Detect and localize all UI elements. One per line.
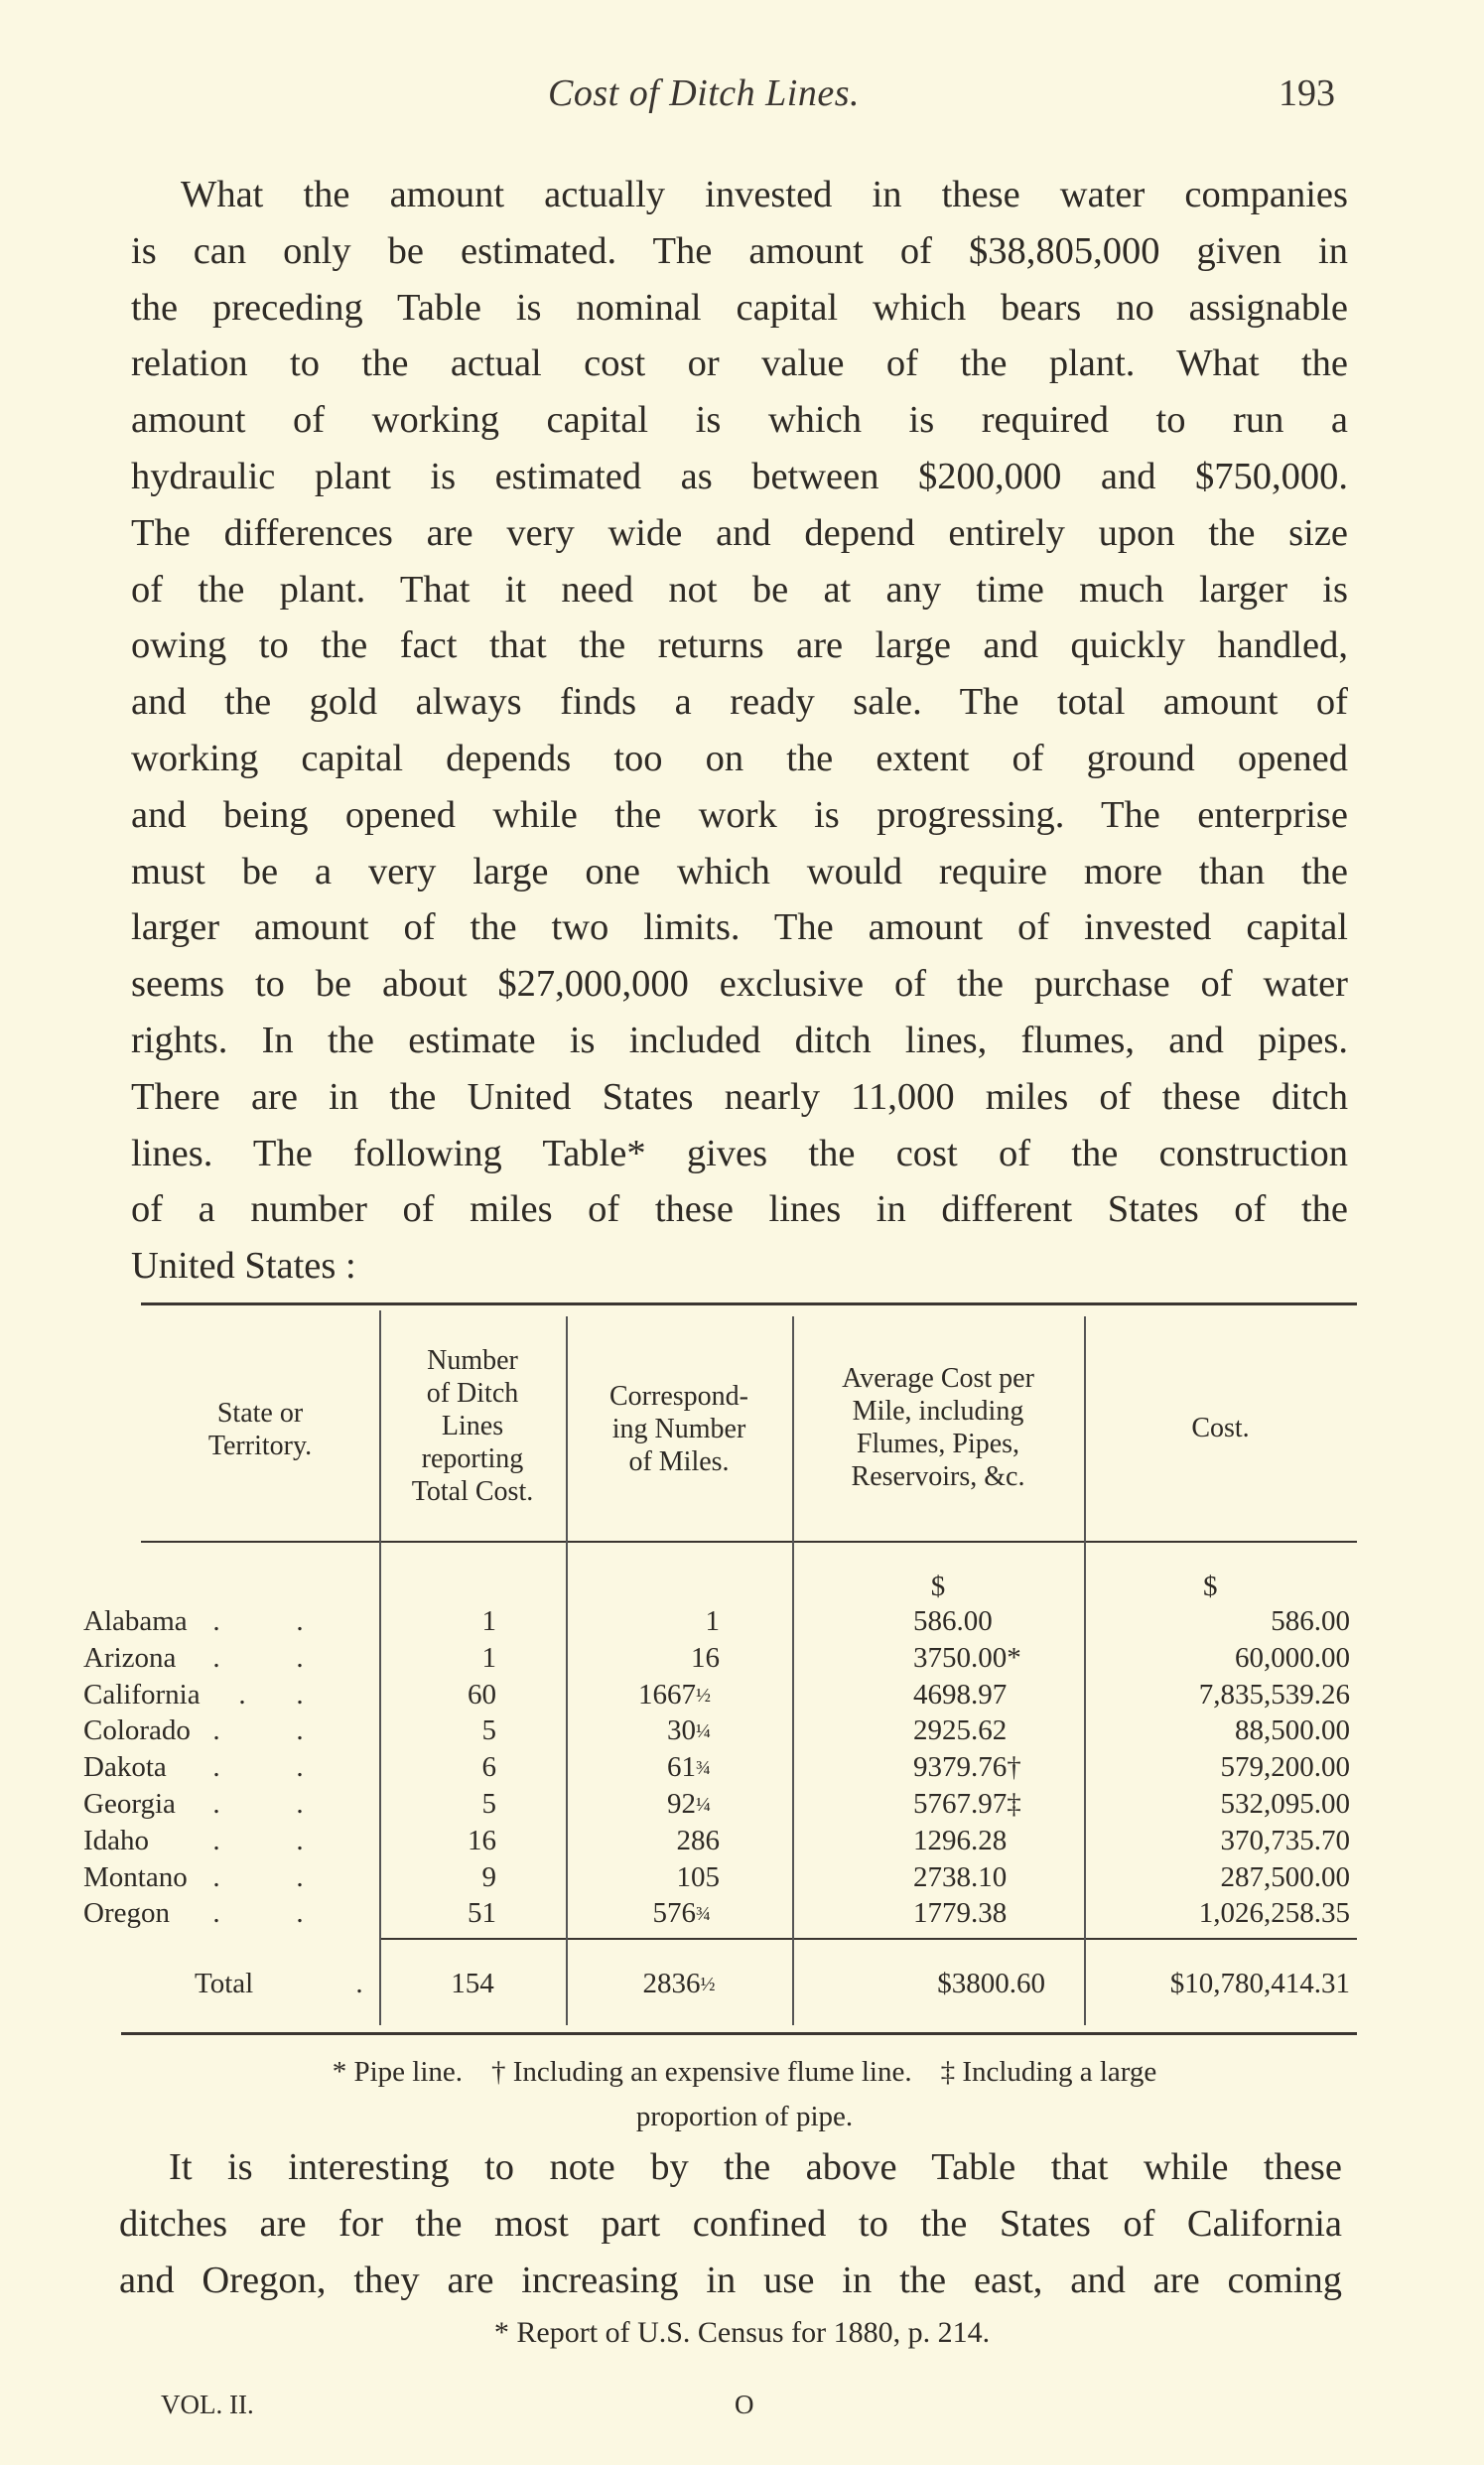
text-line: working capital depends too on the extent of ground opened: [131, 737, 1348, 779]
total-cost: 579,200.00: [1220, 1751, 1350, 1784]
text-line: of the plant. That it need not be at any time much larger is: [131, 568, 1348, 611]
miles: [566, 1712, 711, 1750]
text-line: It is interesting to note by the above Table that while these: [169, 2146, 1342, 2188]
total-cost: $10,780,414.31: [1169, 1968, 1350, 1999]
page-number: 193: [1279, 72, 1335, 114]
miles-fraction: ¼: [696, 1720, 711, 1743]
dot-leader: .: [296, 1678, 304, 1711]
total-miles: [566, 1966, 792, 2003]
text-line: There are in the United States nearly 11,000 miles of these ditch: [131, 1075, 1348, 1118]
text-line: owing to the fact that the returns are large and quickly handled,: [131, 624, 1348, 667]
miles-fraction: ¾: [696, 1903, 711, 1926]
running-title: Cost of Ditch Lines.: [548, 72, 861, 114]
text-line: ditches are for the most part confined to the States of California: [119, 2202, 1342, 2245]
cost-currency-symbol: $: [1203, 1571, 1218, 1602]
signature-mark: O: [735, 2390, 754, 2419]
miles-whole: 576: [652, 1897, 696, 1930]
dot-leader: .: [212, 1605, 220, 1637]
lines-count: 5: [481, 1788, 496, 1820]
miles-fraction: ¾: [696, 1757, 711, 1780]
text-line: the preceding Table is nominal capital which bears no assignable: [131, 286, 1348, 329]
miles-whole: 1667: [638, 1678, 696, 1711]
text-line: seems to be about $27,000,000 exclusive of the purchase of water: [131, 963, 1348, 1006]
text-line: The differences are very wide and depend entirely upon the size: [131, 511, 1348, 554]
miles-whole: 30: [667, 1714, 696, 1747]
dot-leader: .: [296, 1714, 304, 1747]
text-line: of a number of miles of these lines in different States of the: [131, 1188, 1348, 1231]
table-top-rule: [141, 1302, 1357, 1305]
header-line: Cost.: [1191, 1413, 1250, 1443]
miles-whole: 1: [705, 1605, 720, 1637]
miles: [566, 1640, 720, 1678]
dot-leader: .: [212, 1641, 220, 1674]
dot-leader: .: [296, 1860, 304, 1893]
state-name: Montano: [83, 1860, 188, 1893]
lines-count: 9: [481, 1860, 496, 1893]
dot-leader: .: [296, 1605, 304, 1637]
text-line: lines. The following Table* gives the cost of the construction: [131, 1132, 1348, 1174]
lines-count: 6: [481, 1751, 496, 1784]
text-line: and being opened while the work is progressing. The enterprise: [131, 793, 1348, 836]
header-line: of Ditch: [426, 1378, 519, 1409]
miles-fraction: ¼: [696, 1794, 711, 1816]
header-line: Reservoirs, &c.: [851, 1461, 1025, 1492]
state-name: California: [83, 1678, 201, 1711]
total-label: Total: [195, 1968, 254, 1999]
average-cost-per-mile: 9379.76†: [913, 1751, 1021, 1784]
total-cost: 532,095.00: [1220, 1788, 1350, 1820]
dot-leader: .: [212, 1860, 220, 1893]
text-line: amount of working capital is which is required to run a: [131, 399, 1348, 442]
total-dot-leader: .: [355, 1968, 363, 1999]
miles: [566, 1823, 720, 1860]
header-line: Total Cost.: [411, 1476, 534, 1507]
total-cost: 7,835,539.26: [1198, 1678, 1350, 1711]
average-cost-per-mile: 3750.00*: [913, 1641, 1021, 1674]
text-line: United States :: [131, 1245, 356, 1288]
average-cost-per-mile: 2738.10: [913, 1860, 1008, 1893]
text-line: larger amount of the two limits. The amount of invested capital: [131, 906, 1348, 949]
miles-whole: 105: [676, 1860, 720, 1893]
miles-whole: 92: [667, 1788, 696, 1820]
header-line: Correspond-: [609, 1381, 748, 1412]
dot-leader: .: [212, 1788, 220, 1820]
state-name: Idaho: [83, 1824, 150, 1856]
header-line: ing Number: [611, 1414, 746, 1444]
miles: [566, 1786, 711, 1824]
dot-leader: .: [296, 1897, 304, 1930]
text-line: is can only be estimated. The amount of $38,805,000 given in: [131, 229, 1348, 272]
lines-count: 5: [481, 1714, 496, 1747]
total-cost: 1,026,258.35: [1198, 1897, 1350, 1930]
total-lines: 154: [451, 1968, 494, 1999]
dot-leader: .: [212, 1714, 220, 1747]
miles: [566, 1677, 711, 1714]
header-line: Lines: [441, 1411, 504, 1441]
total-miles-whole: 2836: [642, 1968, 701, 1999]
page-footnote: * Report of U.S. Census for 1880, p. 214.: [493, 2316, 991, 2349]
text-line: and the gold always finds a ready sale. The total amount of: [131, 681, 1348, 724]
state-name: Colorado: [83, 1714, 191, 1747]
total-cost: 60,000.00: [1235, 1641, 1350, 1674]
header-line: Flumes, Pipes,: [856, 1429, 1020, 1459]
total-miles-fraction: ½: [700, 1974, 716, 1995]
dot-leader: .: [212, 1897, 220, 1930]
total-average-cost: $3800.60: [937, 1968, 1045, 1999]
header-line: Number: [427, 1345, 518, 1376]
header-line: Territory.: [207, 1431, 313, 1461]
volume-signature: VOL. II.: [161, 2390, 254, 2419]
lines-count: 1: [481, 1641, 496, 1674]
dot-leader: .: [296, 1751, 304, 1784]
header-bottom-rule: [141, 1541, 1357, 1543]
running-head: [0, 71, 1484, 121]
miles-whole: 286: [676, 1824, 720, 1856]
lines-count: 51: [468, 1897, 496, 1930]
header-number-of-lines: [379, 1344, 566, 1508]
average-cost-per-mile: 586.00: [913, 1605, 993, 1637]
header-line: of Miles.: [628, 1446, 730, 1477]
body-paragraph-2: [119, 2139, 1342, 2308]
total-cost: 370,735.70: [1220, 1824, 1350, 1856]
average-cost-per-mile: 1296.28: [913, 1824, 1008, 1856]
header-cost: [1084, 1412, 1357, 1444]
average-cost-per-mile: 5767.97‡: [913, 1788, 1021, 1820]
text-line: hydraulic plant is estimated as between $200,000 and $750,000.: [131, 455, 1348, 497]
header-line: State or: [216, 1398, 304, 1429]
dot-leader: .: [212, 1751, 220, 1784]
state-name: Georgia: [83, 1788, 176, 1820]
total-cost: 287,500.00: [1220, 1860, 1350, 1893]
state-name: Alabama: [83, 1605, 188, 1637]
table-note-line-2: proportion of pipe.: [635, 2101, 854, 2132]
body-paragraph-1: [131, 167, 1348, 1295]
total-top-rule: [379, 1938, 1357, 1940]
lines-count: 16: [468, 1824, 496, 1856]
dot-leader: .: [296, 1788, 304, 1820]
miles: [566, 1603, 720, 1641]
text-line: What the amount actually invested in these water companies: [181, 174, 1348, 215]
miles: [566, 1895, 711, 1933]
dot-leader: .: [212, 1824, 220, 1856]
state-name: Oregon: [83, 1897, 170, 1930]
dot-leader: .: [296, 1824, 304, 1856]
header-line: Average Cost per: [842, 1363, 1034, 1394]
average-cost-per-mile: 2925.62: [913, 1714, 1008, 1747]
text-line: rights. In the estimate is included ditch lines, flumes, and pipes.: [131, 1019, 1348, 1061]
header-average-cost: [792, 1362, 1084, 1493]
header-line: reporting: [421, 1443, 524, 1474]
table-note-line-1: * Pipe line. † Including an expensive flume line. ‡ Including a large: [332, 2056, 1157, 2088]
table-bottom-rule: [121, 2032, 1357, 2035]
ditch-cost-table: [83, 1302, 1357, 2032]
text-line: relation to the actual cost or value of the plant. What the: [131, 342, 1348, 385]
average-cost-per-mile: 1779.38: [913, 1897, 1008, 1930]
header-line: Mile, including: [852, 1396, 1024, 1427]
header-miles: [566, 1380, 792, 1478]
lines-count: 1: [481, 1605, 496, 1637]
lines-count: 60: [468, 1678, 496, 1711]
header-state: [141, 1397, 379, 1462]
text-line: must be a very large one which would require more than the: [131, 850, 1348, 892]
state-name: Arizona: [83, 1641, 177, 1674]
miles-fraction: ½: [696, 1684, 711, 1707]
dot-leader: .: [296, 1641, 304, 1674]
miles-whole: 61: [667, 1751, 696, 1784]
miles-whole: 16: [691, 1641, 720, 1674]
total-cost: 586.00: [1271, 1605, 1350, 1637]
dot-leader: .: [238, 1678, 246, 1711]
text-line: and Oregon, they are increasing in use in the east, and are coming: [119, 2259, 1342, 2301]
avg-currency-symbol: $: [930, 1571, 946, 1602]
total-cost: 88,500.00: [1235, 1714, 1350, 1747]
miles: [566, 1749, 711, 1787]
miles: [566, 1859, 720, 1897]
state-name: Dakota: [83, 1751, 167, 1784]
average-cost-per-mile: 4698.97: [913, 1678, 1008, 1711]
